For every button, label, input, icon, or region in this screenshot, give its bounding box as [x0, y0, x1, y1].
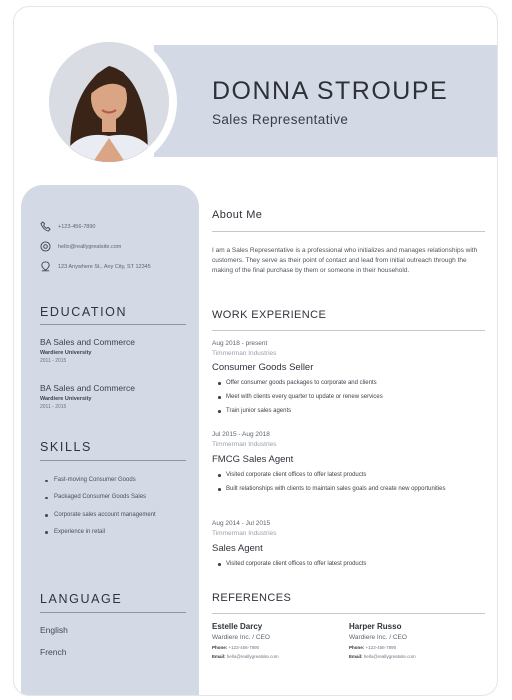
education-degree: BA Sales and Commerce	[40, 383, 135, 393]
candidate-name: DONNA STROUPE	[212, 77, 449, 105]
job-company: Timmerman Industries	[212, 350, 277, 357]
reference-email-label: Email:	[349, 654, 363, 659]
job-duties	[212, 468, 498, 496]
job-date: Aug 2014 - Jul 2015	[212, 520, 271, 527]
reference-phone	[212, 645, 342, 650]
skills-list	[40, 472, 204, 541]
education-years: 2011 - 2015	[40, 404, 67, 410]
work-divider	[212, 330, 485, 331]
contact-phone-text: +123-456-7890	[58, 223, 96, 230]
reference-email-value: hello@reallygreatsite.com	[226, 654, 279, 659]
contact-email-text: hello@reallygreatsite.com	[58, 243, 122, 250]
contact-email	[40, 241, 121, 252]
skill-item: Fast-moving Consumer Goods	[54, 472, 204, 489]
reference-card	[212, 622, 342, 659]
job-title: Sales Agent	[212, 543, 263, 554]
job-date: Aug 2018 - present	[212, 340, 268, 347]
work-heading: WORK EXPERIENCE	[212, 309, 327, 321]
reference-name: Harper Russo	[349, 622, 402, 631]
contact-phone	[40, 221, 95, 232]
contact-address-text: 123 Anywhere St., Any City, ST 12345	[58, 263, 151, 270]
about-divider	[212, 231, 485, 232]
job-company: Timmerman Industries	[212, 441, 277, 448]
job-company: Timmerman Industries	[212, 530, 277, 537]
language-heading: LANGUAGE	[40, 592, 123, 606]
job-date: Jul 2015 - Aug 2018	[212, 431, 270, 438]
reference-name: Estelle Darcy	[212, 622, 263, 631]
skills-heading: SKILLS	[40, 440, 92, 454]
about-text: I am a Sales Representative is a professional who initializes and manages relationships with customers. They serve as their point of contact and lead from initial outreach through the making of the final purchase by them or someone in their household.	[212, 247, 478, 274]
education-years: 2011 - 2015	[40, 358, 67, 364]
education-school: Wardiere University	[40, 396, 92, 402]
reference-email-value: hello@reallygreatsite.com	[363, 654, 416, 659]
reference-phone-label: Phone:	[212, 645, 228, 650]
skill-item: Corporate sales account management	[54, 507, 204, 524]
profile-photo	[49, 42, 169, 162]
candidate-role: Sales Representative	[212, 112, 349, 127]
reference-org: Wardiere Inc. / CEO	[349, 634, 407, 641]
language-item: French	[40, 647, 67, 657]
references-heading: REFERENCES	[212, 592, 292, 604]
reference-email-label: Email:	[212, 654, 226, 659]
skills-divider	[40, 460, 186, 461]
reference-email	[349, 654, 479, 659]
job-duty: Visited corporate client offices to offer latest products	[226, 557, 498, 571]
reference-phone	[349, 645, 479, 650]
job-title: Consumer Goods Seller	[212, 362, 314, 373]
language-item: English	[40, 625, 68, 635]
location-icon	[40, 261, 51, 272]
at-icon	[40, 241, 51, 252]
reference-card	[349, 622, 479, 659]
contact-address	[40, 261, 151, 272]
reference-org: Wardiere Inc. / CEO	[212, 634, 270, 641]
job-duty: Meet with clients every quarter to update or renew services	[226, 390, 498, 404]
skill-item: Packaged Consumer Goods Sales	[54, 489, 204, 506]
education-degree: BA Sales and Commerce	[40, 337, 135, 347]
phone-icon	[40, 221, 51, 232]
education-school: Wardiere University	[40, 350, 92, 356]
language-divider	[40, 612, 186, 613]
skill-item: Experience in retail	[54, 524, 204, 541]
reference-email	[212, 654, 342, 659]
job-duty: Visited corporate client offices to offer latest products	[226, 468, 498, 482]
job-duty: Built relationships with clients to maintain sales goals and create new opportunities	[226, 482, 498, 496]
reference-phone-value: +123-456-7890	[228, 645, 260, 650]
resume-page	[13, 6, 498, 696]
references-divider	[212, 613, 485, 614]
job-duty: Train junior sales agents	[226, 404, 498, 418]
education-heading: EDUCATION	[40, 305, 128, 319]
reference-phone-value: +123-456-7890	[365, 645, 397, 650]
about-heading: About Me	[212, 209, 263, 221]
job-duties	[212, 376, 498, 418]
education-divider	[40, 324, 186, 325]
job-title: FMCG Sales Agent	[212, 454, 294, 465]
job-duty: Offer consumer goods packages to corporate and clients	[226, 376, 498, 390]
job-duties	[212, 557, 498, 571]
reference-phone-label: Phone:	[349, 645, 365, 650]
